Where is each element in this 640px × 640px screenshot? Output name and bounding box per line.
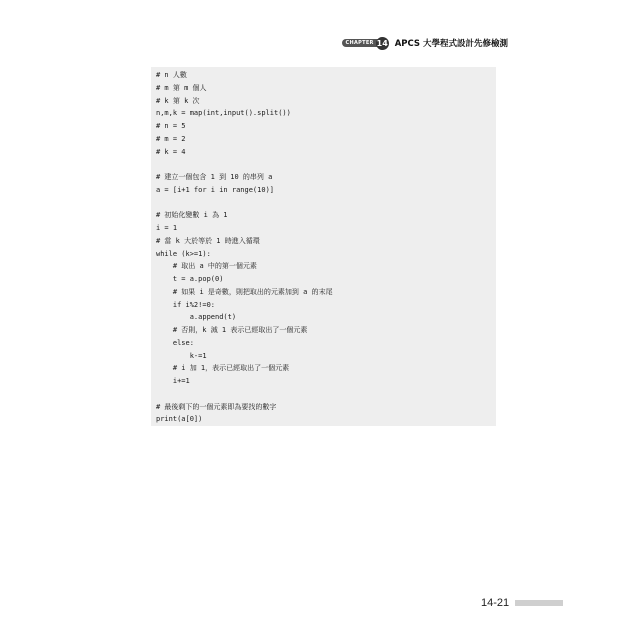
- code-line: # 初始化變數 i 為 1: [156, 211, 228, 220]
- chapter-number: 14: [376, 38, 388, 48]
- code-line: k-=1: [156, 351, 207, 360]
- code-line: # k = 4: [156, 147, 186, 156]
- code-line: # m 第 m 個人: [156, 83, 207, 92]
- page-footer: [481, 597, 563, 609]
- code-line: # 建立一個包含 1 到 10 的串列 a: [156, 173, 273, 181]
- code-line: # 當 k 大於等於 1 時進入循環: [156, 236, 260, 245]
- code-block: [151, 67, 496, 426]
- code-line: t = a.pop(0): [156, 275, 224, 283]
- code-line: # i 加 1，表示已經取出了一個元素: [156, 364, 290, 373]
- chapter-badge: [342, 37, 389, 49]
- code-line: # m = 2: [156, 134, 186, 143]
- code-line: a = [i+1 for i in range(10)]: [156, 185, 275, 194]
- code-line: n,m,k = map(int,input().split()): [156, 109, 291, 118]
- chapter-title: APCS 大學程式設計先修檢測: [394, 39, 508, 49]
- code-line: print(a[0]): [156, 415, 203, 424]
- code-line: # n 人數: [156, 71, 187, 79]
- footer-bar: [515, 600, 563, 606]
- code-line: # 最後剩下的一個元素即為要找的數字: [156, 402, 277, 411]
- running-header: [342, 36, 508, 50]
- code-line: a.append(t): [156, 313, 237, 322]
- page-number: 14-21: [481, 597, 510, 609]
- chapter-label: CHAPTER: [342, 39, 378, 47]
- code-line: i = 1: [156, 224, 178, 232]
- code-line: else:: [156, 338, 194, 347]
- code-line: # 取出 a 中的第一個元素: [156, 262, 257, 271]
- code-line: # 如果 i 是奇數，則把取出的元素加到 a 的末尾: [156, 287, 333, 296]
- code-line: i+=1: [156, 377, 190, 385]
- code-line: while (k>=1):: [156, 249, 211, 258]
- code-line: # 否則，k 減 1 表示已經取出了一個元素: [156, 326, 308, 334]
- code-line: # n = 5: [156, 122, 186, 130]
- code-line: # k 第 k 次: [156, 96, 200, 105]
- code-line: if i%2!=0:: [156, 300, 216, 309]
